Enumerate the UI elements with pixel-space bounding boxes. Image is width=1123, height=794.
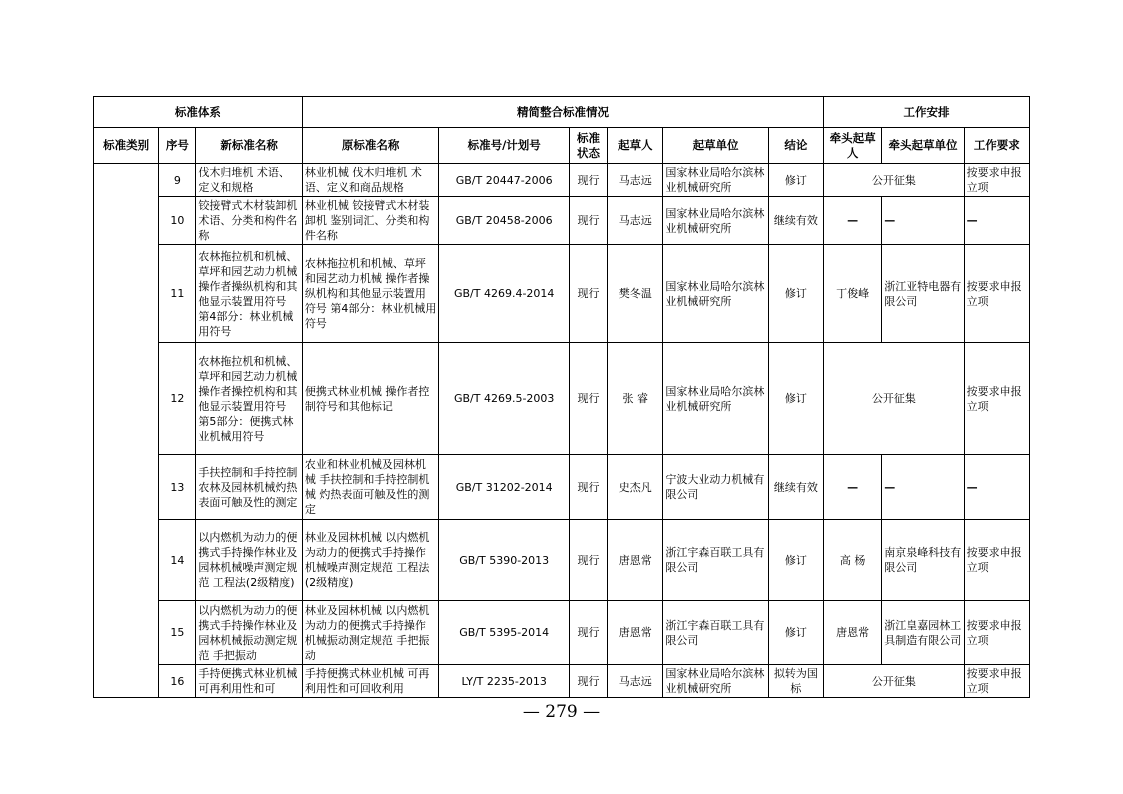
unit-cell: 国家林业局哈尔滨林业机械研究所 (663, 164, 768, 197)
std-no-cell: GB/T 20458-2006 (439, 197, 570, 245)
std-no-cell: GB/T 5390-2013 (439, 520, 570, 601)
std-no-cell: GB/T 5395-2014 (439, 601, 570, 665)
requirement-cell: 按要求申报立项 (964, 601, 1029, 665)
orig-name-cell: 林业机械 伐木归堆机 术语、定义和商品规格 (302, 164, 439, 197)
lead-unit-cell: — (882, 455, 964, 520)
col-header-category: 标准类别 (94, 128, 159, 164)
new-name-cell: 伐木归堆机 术语、定义和规格 (196, 164, 302, 197)
lead-drafter-cell: 丁俊峰 (824, 245, 882, 343)
std-no-cell: GB/T 4269.4-2014 (439, 245, 570, 343)
requirement-cell: — (964, 455, 1029, 520)
std-no-cell: GB/T 4269.5-2003 (439, 343, 570, 455)
seq-cell: 13 (159, 455, 196, 520)
new-name-cell: 农林拖拉机和机械、草坪和园艺动力机械 操作者操纵机构和其他显示装置用符号 第4部分：林业机械用符号 (196, 245, 302, 343)
drafter-cell: 马志远 (608, 164, 663, 197)
seq-cell: 14 (159, 520, 196, 601)
new-name-cell: 铰接臂式木材装卸机 术语、分类和构件名称 (196, 197, 302, 245)
table-row (94, 455, 1030, 520)
seq-cell: 12 (159, 343, 196, 455)
status-cell: 现行 (569, 245, 607, 343)
orig-name-cell: 农业和林业机械及园林机械 手扶控制和手持控制机械 灼热表面可触及性的测定 (302, 455, 439, 520)
col-header-std-no: 标准号/计划号 (439, 128, 570, 164)
seq-cell: 11 (159, 245, 196, 343)
group-header-consolidation: 精简整合标准情况 (302, 97, 823, 128)
status-cell: 现行 (569, 455, 607, 520)
col-header-unit: 起草单位 (663, 128, 768, 164)
col-header-new-name: 新标准名称 (196, 128, 302, 164)
status-cell: 现行 (569, 601, 607, 665)
orig-name-cell: 林业机械 铰接臂式木材装卸机 鉴别词汇、分类和构件名称 (302, 197, 439, 245)
col-header-lead-unit: 牵头起草单位 (882, 128, 964, 164)
table-row (94, 665, 1030, 698)
drafter-cell: 马志远 (608, 197, 663, 245)
unit-cell: 国家林业局哈尔滨林业机械研究所 (663, 665, 768, 698)
lead-merged-cell: 公开征集 (824, 164, 965, 197)
seq-cell: 15 (159, 601, 196, 665)
lead-unit-cell: 浙江亚特电器有限公司 (882, 245, 964, 343)
drafter-cell: 唐恩常 (608, 520, 663, 601)
conclusion-cell: 修订 (768, 164, 823, 197)
table-row (94, 343, 1030, 455)
new-name-cell: 农林拖拉机和机械、草坪和园艺动力机械操作者操控机构和其他显示装置用符号 第5部分：便携式林业机械用符号 (196, 343, 302, 455)
col-header-seq: 序号 (159, 128, 196, 164)
requirement-cell: 按要求申报立项 (964, 520, 1029, 601)
lead-unit-cell: 浙江皇嘉园林工具制造有限公司 (882, 601, 964, 665)
table-row (94, 520, 1030, 601)
lead-merged-cell: 公开征集 (824, 343, 965, 455)
orig-name-cell: 便携式林业机械 操作者控制符号和其他标记 (302, 343, 439, 455)
std-no-cell: GB/T 31202-2014 (439, 455, 570, 520)
new-name-cell: 以内燃机为动力的便携式手持操作林业及园林机械噪声测定规范 工程法(2级精度) (196, 520, 302, 601)
conclusion-cell: 继续有效 (768, 455, 823, 520)
table-row (94, 245, 1030, 343)
lead-unit-cell: 南京泉峰科技有限公司 (882, 520, 964, 601)
conclusion-cell: 拟转为国标 (768, 665, 823, 698)
status-cell: 现行 (569, 665, 607, 698)
unit-cell: 浙江宇森百联工具有限公司 (663, 520, 768, 601)
unit-cell: 国家林业局哈尔滨林业机械研究所 (663, 197, 768, 245)
table-row (94, 164, 1030, 197)
table-row (94, 197, 1030, 245)
requirement-cell: — (964, 197, 1029, 245)
drafter-cell: 张 睿 (608, 343, 663, 455)
drafter-cell: 史杰凡 (608, 455, 663, 520)
col-header-status: 标准状态 (569, 128, 607, 164)
drafter-cell: 樊冬温 (608, 245, 663, 343)
category-cell (94, 164, 159, 698)
unit-cell: 国家林业局哈尔滨林业机械研究所 (663, 245, 768, 343)
seq-cell: 16 (159, 665, 196, 698)
orig-name-cell: 林业及园林机械 以内燃机为动力的便携式手持操作机械振动测定规范 手把振动 (302, 601, 439, 665)
requirement-cell: 按要求申报立项 (964, 245, 1029, 343)
page-number: — 279 — (522, 702, 601, 722)
standards-table (93, 96, 1030, 698)
unit-cell: 宁波大业动力机械有限公司 (663, 455, 768, 520)
lead-drafter-cell: 唐恩常 (824, 601, 882, 665)
orig-name-cell: 林业及园林机械 以内燃机为动力的便携式手持操作机械噪声测定规范 工程法(2级精度) (302, 520, 439, 601)
group-header-system: 标准体系 (94, 97, 303, 128)
col-header-drafter: 起草人 (608, 128, 663, 164)
lead-drafter-cell: — (824, 197, 882, 245)
lead-drafter-cell: — (824, 455, 882, 520)
unit-cell: 国家林业局哈尔滨林业机械研究所 (663, 343, 768, 455)
requirement-cell: 按要求申报立项 (964, 343, 1029, 455)
col-header-requirement: 工作要求 (964, 128, 1029, 164)
drafter-cell: 马志远 (608, 665, 663, 698)
lead-merged-cell: 公开征集 (824, 665, 965, 698)
col-header-orig-name: 原标准名称 (302, 128, 439, 164)
new-name-cell: 以内燃机为动力的便携式手持操作林业及园林机械振动测定规范 手把振动 (196, 601, 302, 665)
lead-drafter-cell: 高 杨 (824, 520, 882, 601)
status-cell: 现行 (569, 343, 607, 455)
status-cell: 现行 (569, 197, 607, 245)
conclusion-cell: 修订 (768, 601, 823, 665)
seq-cell: 9 (159, 164, 196, 197)
std-no-cell: GB/T 20447-2006 (439, 164, 570, 197)
conclusion-cell: 继续有效 (768, 197, 823, 245)
requirement-cell: 按要求申报立项 (964, 164, 1029, 197)
status-cell: 现行 (569, 164, 607, 197)
col-header-conclusion: 结论 (768, 128, 823, 164)
new-name-cell: 手扶控制和手持控制农林及园林机械灼热表面可触及性的测定 (196, 455, 302, 520)
orig-name-cell: 农林拖拉机和机械、草坪和园艺动力机械 操作者操纵机构和其他显示装置用符号 第4部分：林业机械用符号 (302, 245, 439, 343)
orig-name-cell: 手持便携式林业机械 可再利用性和可回收利用 (302, 665, 439, 698)
conclusion-cell: 修订 (768, 520, 823, 601)
status-cell: 现行 (569, 520, 607, 601)
std-no-cell: LY/T 2235-2013 (439, 665, 570, 698)
group-header-work: 工作安排 (824, 97, 1030, 128)
lead-unit-cell: — (882, 197, 964, 245)
requirement-cell: 按要求申报立项 (964, 665, 1029, 698)
col-header-lead-drafter: 牵头起草人 (824, 128, 882, 164)
conclusion-cell: 修订 (768, 245, 823, 343)
unit-cell: 浙江宇森百联工具有限公司 (663, 601, 768, 665)
new-name-cell: 手持便携式林业机械 可再利用性和可 (196, 665, 302, 698)
conclusion-cell: 修订 (768, 343, 823, 455)
drafter-cell: 唐恩常 (608, 601, 663, 665)
table-row (94, 601, 1030, 665)
seq-cell: 10 (159, 197, 196, 245)
